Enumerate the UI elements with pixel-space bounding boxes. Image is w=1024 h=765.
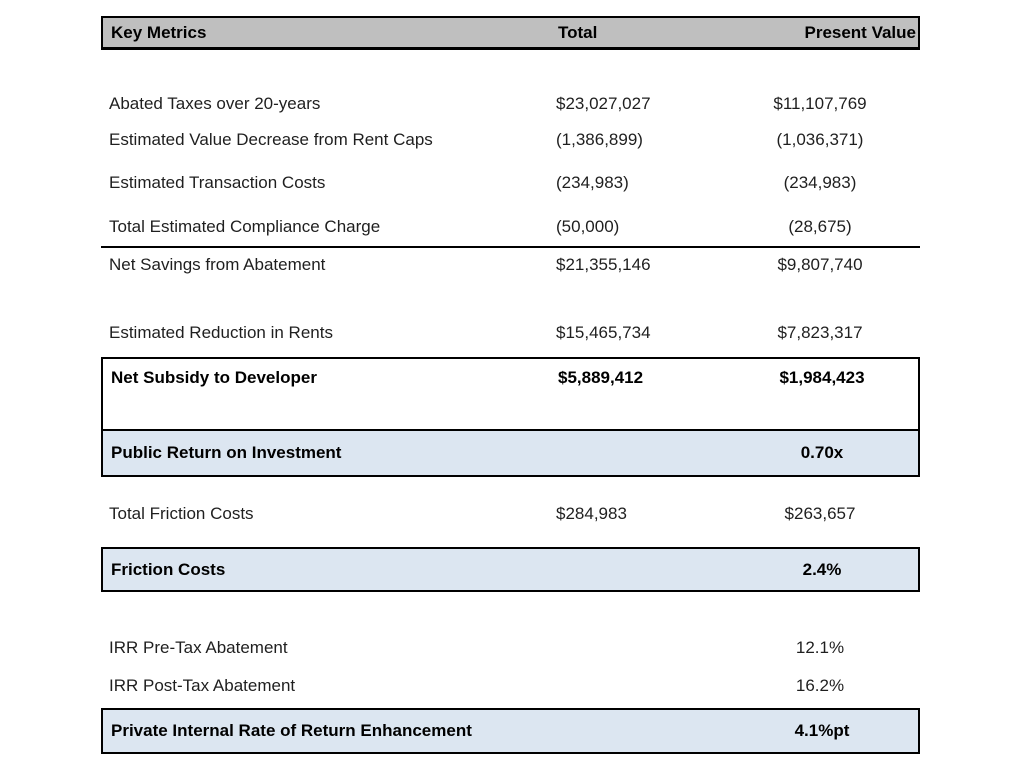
row-total-value: (234,983) — [556, 173, 629, 192]
row-present-value: $9,807,740 — [777, 255, 863, 274]
table-header-row — [101, 16, 920, 50]
table-row-friction-costs-pct — [101, 547, 920, 592]
row-total-value: $15,465,734 — [556, 323, 651, 342]
row-present-value: 0.70x — [800, 443, 844, 462]
row-label: Estimated Transaction Costs — [109, 173, 326, 192]
table-row-total-friction-costs — [101, 500, 920, 528]
header-key-metrics: Key Metrics — [111, 22, 207, 42]
row-label: Abated Taxes over 20-years — [109, 94, 321, 113]
row-present-value: 12.1% — [795, 638, 845, 657]
row-present-value: $1,984,423 — [779, 368, 865, 387]
row-label: Net Savings from Abatement — [109, 255, 326, 274]
row-present-value: (1,036,371) — [776, 130, 864, 149]
table-row-irr-post-tax — [101, 672, 920, 700]
table-row-value-decrease — [101, 126, 920, 154]
row-total-value: (50,000) — [556, 217, 620, 236]
row-label: IRR Pre-Tax Abatement — [109, 638, 288, 657]
row-label: Total Friction Costs — [109, 504, 254, 523]
row-present-value: (28,675) — [788, 217, 852, 236]
row-label: Private Internal Rate of Return Enhancement — [111, 721, 472, 740]
row-label: IRR Post-Tax Abatement — [109, 676, 296, 695]
table-row-public-return — [101, 429, 920, 477]
row-present-value: 4.1%pt — [794, 721, 850, 740]
row-label: Public Return on Investment — [111, 443, 342, 462]
header-present-value: Present Value — [804, 22, 916, 42]
row-total-value: (1,386,899) — [556, 130, 643, 149]
row-label: Friction Costs — [111, 559, 226, 579]
row-present-value: $263,657 — [784, 504, 856, 523]
table-row-compliance-charge — [101, 213, 920, 241]
subtotal-divider-line — [101, 246, 920, 248]
table-row-net-savings — [101, 251, 920, 279]
row-present-value: $11,107,769 — [773, 94, 867, 113]
table-row-net-subsidy — [101, 357, 920, 429]
row-total-value: $284,983 — [556, 504, 627, 523]
row-total-value: $21,355,146 — [556, 255, 651, 274]
row-label: Estimated Value Decrease from Rent Caps — [109, 130, 433, 149]
table-row-reduction-in-rents — [101, 319, 920, 347]
row-total-value: $23,027,027 — [556, 94, 651, 113]
header-total: Total — [558, 22, 598, 42]
table-row-abated-taxes — [101, 90, 920, 118]
row-present-value: 16.2% — [795, 676, 845, 695]
row-total-value: $5,889,412 — [558, 368, 644, 387]
row-present-value: (234,983) — [783, 173, 857, 192]
row-present-value: 2.4% — [802, 559, 842, 579]
row-present-value: $7,823,317 — [777, 323, 863, 342]
table-row-irr-pre-tax — [101, 634, 920, 662]
row-label: Total Estimated Compliance Charge — [109, 217, 381, 236]
row-label: Net Subsidy to Developer — [111, 368, 317, 387]
table-row-irr-enhancement — [101, 708, 920, 754]
table-row-transaction-costs — [101, 169, 920, 197]
row-label: Estimated Reduction in Rents — [109, 323, 333, 342]
